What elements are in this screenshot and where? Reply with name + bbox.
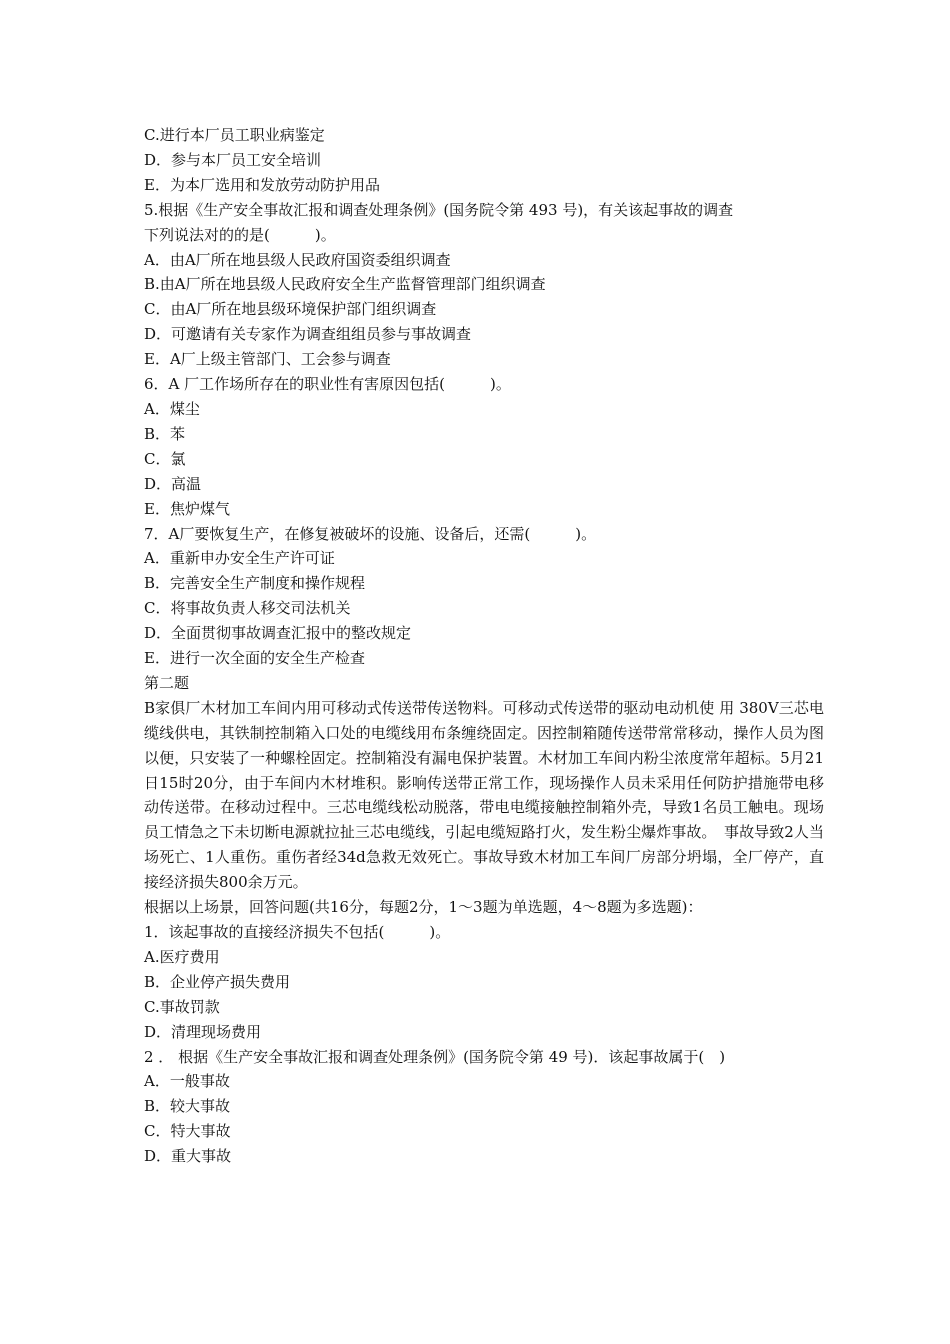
option-line: E．为本厂选用和发放劳动防护用品 bbox=[144, 175, 380, 194]
question-line: 1．该起事故的直接经济损失不包括( )。 bbox=[144, 923, 451, 941]
option-line: A．一般事故 bbox=[144, 1072, 230, 1091]
question-line: 5.根据《生产安全事故汇报和调查处理条例》(国务院令第 493 号)，有关该起事故的调查 bbox=[144, 200, 734, 219]
option-line: E．A厂上级主管部门、工会参与调查 bbox=[144, 350, 391, 369]
option-line: D．重大事故 bbox=[144, 1147, 232, 1166]
option-line: B．企业停产损失费用 bbox=[144, 972, 291, 991]
option-line: C．由A厂所在地县级环境保护部门组织调查 bbox=[144, 300, 437, 319]
option-line: A.医疗费用 bbox=[144, 947, 220, 966]
option-line: A．由A厂所在地县级人民政府国资委组织调查 bbox=[144, 250, 451, 269]
option-line: C.进行本厂员工职业病鉴定 bbox=[144, 126, 325, 144]
option-line: E．进行一次全面的安全生产检查 bbox=[144, 649, 365, 668]
question-line: 6．A 厂工作场所存在的职业性有害原因包括( )。 bbox=[144, 375, 511, 394]
option-line: D．清理现场费用 bbox=[144, 1022, 262, 1041]
question-line: 下列说法对的的是( )。 bbox=[144, 225, 336, 244]
option-line: B．完善安全生产制度和操作规程 bbox=[144, 574, 366, 593]
option-line: A．煤尘 bbox=[144, 399, 200, 418]
option-line: B．苯 bbox=[144, 424, 186, 443]
option-line: B．较大事故 bbox=[144, 1097, 231, 1116]
option-line: A．重新申办安全生产许可证 bbox=[144, 549, 335, 568]
question-line: 7．A厂要恢复生产，在修复被破坏的设施、设备后，还需( )。 bbox=[144, 524, 597, 543]
option-line: C．氯 bbox=[144, 449, 186, 468]
option-line: B.由A厂所在地县级人民政府安全生产监督管理部门组织调查 bbox=[144, 275, 546, 294]
option-line: C．特大事故 bbox=[144, 1122, 231, 1141]
instructions-line: 根据以上场景，回答问题(共16分，每题2分，1～3题为单选题，4～8题为多选题)： bbox=[144, 898, 703, 917]
scenario-paragraph: B家俱厂木材加工车间内用可移动式传送带传送物料。可移动式传送带的驱动电动机使 用 380V三芯电缆线供电，其铁制控制箱入口处的电缆线用布条缠绕固定。因控制箱随传送带常常移动，操作人员为图以便，只安装了一种螺栓固定。控制箱没有漏电保护装置。木材加工车间内粉尘浓度常年超标。5月21日15时20分，由于车间内木材堆积。影响传送带正常工作，现场操作人员未采用任何防护措施带电移动传送带。在移动过程中。三芯电缆线松动脱落，带电电缆接触控制箱外壳，导致1名员工触电。现场员工情急之下未切断电源就拉扯三芯电缆线，引起电缆短路打火，发生粉尘爆炸事故。 事故导致2人当场死亡、1人重伤。重伤者经34d急救无效死亡。事故导致木材加工车间厂房部分坍塌，全厂停产，直接经济损失800余万元。 bbox=[144, 698, 824, 892]
option-line: D．可邀请有关专家作为调查组组员参与事故调查 bbox=[144, 325, 472, 344]
section-heading: 第二题 bbox=[144, 673, 190, 692]
option-line: C.事故罚款 bbox=[144, 997, 220, 1016]
option-line: D．高温 bbox=[144, 474, 202, 493]
option-line: D．参与本厂员工安全培训 bbox=[144, 150, 322, 169]
document-body bbox=[144, 123, 824, 1169]
option-line: E．焦炉煤气 bbox=[144, 499, 230, 518]
option-line: C．将事故负责人移交司法机关 bbox=[144, 599, 351, 618]
question-paragraph: 2 ． 根据《生产安全事故汇报和调查处理条例》(国务院令第 49 号)．该起事故属于( ) bbox=[144, 1047, 726, 1066]
option-line: D．全面贯彻事故调查汇报中的整改规定 bbox=[144, 624, 412, 643]
